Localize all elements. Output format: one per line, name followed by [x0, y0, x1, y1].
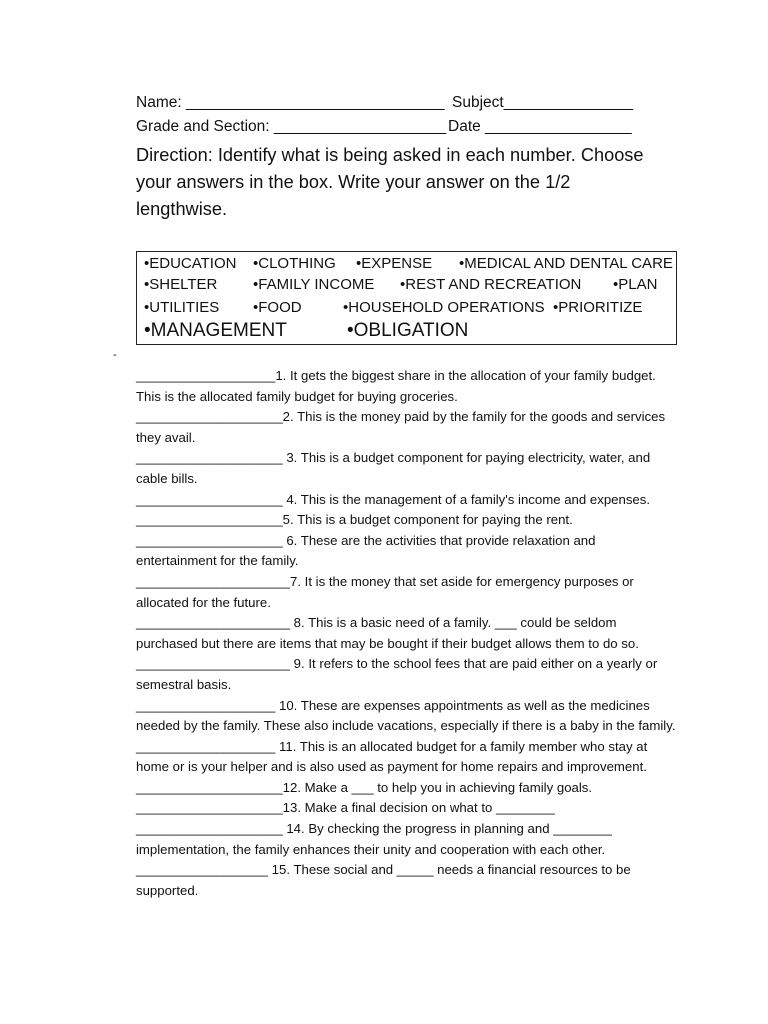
word-medical-dental-care: •MEDICAL AND DENTAL CARE — [459, 255, 673, 272]
word-family-income: •FAMILY INCOME — [253, 276, 375, 293]
word-plan: •PLAN — [613, 276, 658, 293]
question-2: ____________________2. This is the money paid by the family for the goods and services they avail. — [136, 409, 666, 445]
question-7: _____________________7. It is the money that set aside for emergency purposes or allocated for the future. — [136, 573, 634, 610]
question-1: ___________________1. It gets the biggest share in the allocation of your family budget. This is the allocated family budget for buying groceries. — [136, 368, 656, 404]
name-field: Name: ______________________________ — [136, 94, 445, 111]
question-6: ____________________ 6. These are the activities that provide relaxation and entertainment for the family. — [136, 532, 596, 569]
word-management: •MANAGEMENT — [144, 320, 287, 341]
question-14: ____________________ 14. By checking the progress in planning and ________ implementation, the family enhances their unity and cooperation with each other. — [136, 821, 612, 857]
date-field: Date _________________ — [448, 118, 632, 135]
word-household-operations: •HOUSEHOLD OPERATIONS — [343, 299, 545, 316]
stray-mark: - — [113, 349, 117, 361]
word-prioritize: •PRIORITIZE — [553, 299, 643, 316]
answer-word-box — [136, 251, 677, 345]
word-obligation: •OBLIGATION — [347, 320, 469, 341]
word-food: •FOOD — [253, 299, 302, 316]
question-10: ___________________ 10. These are expenses appointments as well as the medicines needed by the family. These also include vacations, especially if there is a baby in the family. — [136, 697, 676, 734]
question-8: _____________________ 8. This is a basic need of a family. ___ could be seldom purchased but there are items that may be bought if their budget allows them to do so. — [136, 615, 639, 651]
question-5: ____________________5. This is a budget component for paying the rent. — [136, 512, 573, 528]
question-3: ____________________ 3. This is a budget component for paying electricity, water, and cable bills. — [136, 450, 651, 486]
word-expense: •EXPENSE — [356, 255, 433, 272]
header-row-name-subject — [136, 94, 634, 112]
word-education: •EDUCATION — [144, 255, 237, 272]
direction-text: Direction: Identify what is being asked in each number. Choose your answers in the box. Write your answer on the 1/2 lengthwise. — [136, 145, 644, 219]
header-row-grade-date — [136, 118, 632, 136]
word-shelter: •SHELTER — [144, 276, 218, 293]
question-list — [136, 366, 676, 901]
question-11: ___________________ 11. This is an allocated budget for a family member who stay at home or is your helper and is also used as payment for home repairs and improvement. — [136, 738, 648, 775]
subject-field: Subject_______________ — [452, 94, 634, 111]
word-rest-recreation: •REST AND RECREATION — [400, 276, 582, 293]
question-12: ____________________12. Make a ___ to help you in achieving family goals. — [136, 779, 593, 795]
grade-section-field: Grade and Section: ____________________ — [136, 118, 447, 135]
word-clothing: •CLOTHING — [253, 255, 336, 272]
question-13: ____________________13. Make a final decision on what to ________ — [136, 800, 555, 816]
word-utilities: •UTILITIES — [144, 299, 220, 316]
question-15: __________________ 15. These social and _____ needs a financial resources to be supported. — [136, 862, 631, 898]
question-4: ____________________ 4. This is the management of a family's income and expenses. — [136, 491, 651, 507]
question-9: _____________________ 9. It refers to the school fees that are paid either on a yearly or semestral basis. — [136, 656, 658, 692]
